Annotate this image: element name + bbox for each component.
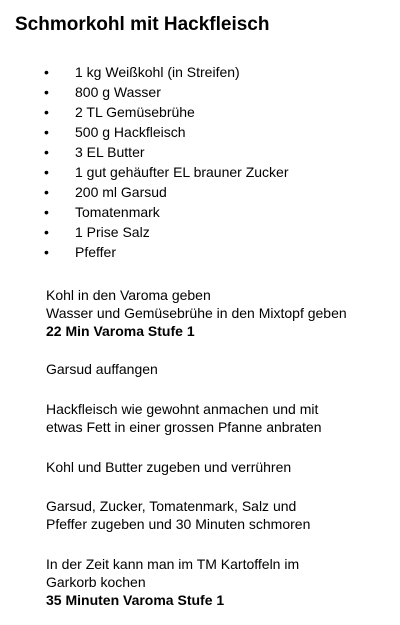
recipe-title: Schmorkohl mit Hackfleisch xyxy=(15,14,270,35)
bullet-icon: • xyxy=(44,124,49,140)
instruction-step xyxy=(46,400,322,436)
ingredient-text: 1 kg Weißkohl (in Streifen) xyxy=(75,64,240,80)
step-setting: 22 Min Varoma Stufe 1 xyxy=(46,323,195,339)
ingredient-text: 800 g Wasser xyxy=(75,84,161,100)
step-text-line: etwas Fett in einer grossen Pfanne anbraten xyxy=(46,419,322,435)
bullet-icon: • xyxy=(44,204,49,220)
ingredient-text: 2 TL Gemüsebrühe xyxy=(75,104,195,120)
instruction-step xyxy=(46,497,310,533)
instruction-step xyxy=(46,286,347,340)
step-text-line: Garsud, Zucker, Tomatenmark, Salz und xyxy=(46,498,297,514)
bullet-icon: • xyxy=(44,164,49,180)
step-text-line: Garkorb kochen xyxy=(46,574,146,590)
instruction-step xyxy=(46,555,299,609)
bullet-icon: • xyxy=(44,244,49,260)
step-text-line: Kohl und Butter zugeben und verrühren xyxy=(46,459,292,475)
bullet-icon: • xyxy=(44,184,49,200)
bullet-icon: • xyxy=(44,144,49,160)
bullet-icon: • xyxy=(44,84,49,100)
ingredient-text: Pfeffer xyxy=(75,244,116,260)
step-text-line: Wasser und Gemüsebrühe in den Mixtopf geben xyxy=(46,305,347,321)
bullet-icon: • xyxy=(44,224,49,240)
instruction-step xyxy=(46,360,158,378)
ingredient-text: 1 gut gehäufter EL brauner Zucker xyxy=(75,164,289,180)
step-text-line: Garsud auffangen xyxy=(46,361,158,377)
ingredient-text: 1 Prise Salz xyxy=(75,224,150,240)
instruction-step xyxy=(46,458,291,476)
ingredient-text: Tomatenmark xyxy=(75,204,160,220)
step-text-line: Pfeffer zugeben und 30 Minuten schmoren xyxy=(46,516,311,532)
ingredient-text: 3 EL Butter xyxy=(75,144,145,160)
step-setting: 35 Minuten Varoma Stufe 1 xyxy=(46,592,225,608)
step-text-line: In der Zeit kann man im TM Kartoffeln im xyxy=(46,556,300,572)
ingredient-text: 500 g Hackfleisch xyxy=(75,124,186,140)
bullet-icon: • xyxy=(44,104,49,120)
step-text-line: Hackfleisch wie gewohnt anmachen und mit xyxy=(46,401,319,417)
bullet-icon: • xyxy=(44,64,49,80)
step-text-line: Kohl in den Varoma geben xyxy=(46,287,211,303)
ingredient-text: 200 ml Garsud xyxy=(75,184,167,200)
